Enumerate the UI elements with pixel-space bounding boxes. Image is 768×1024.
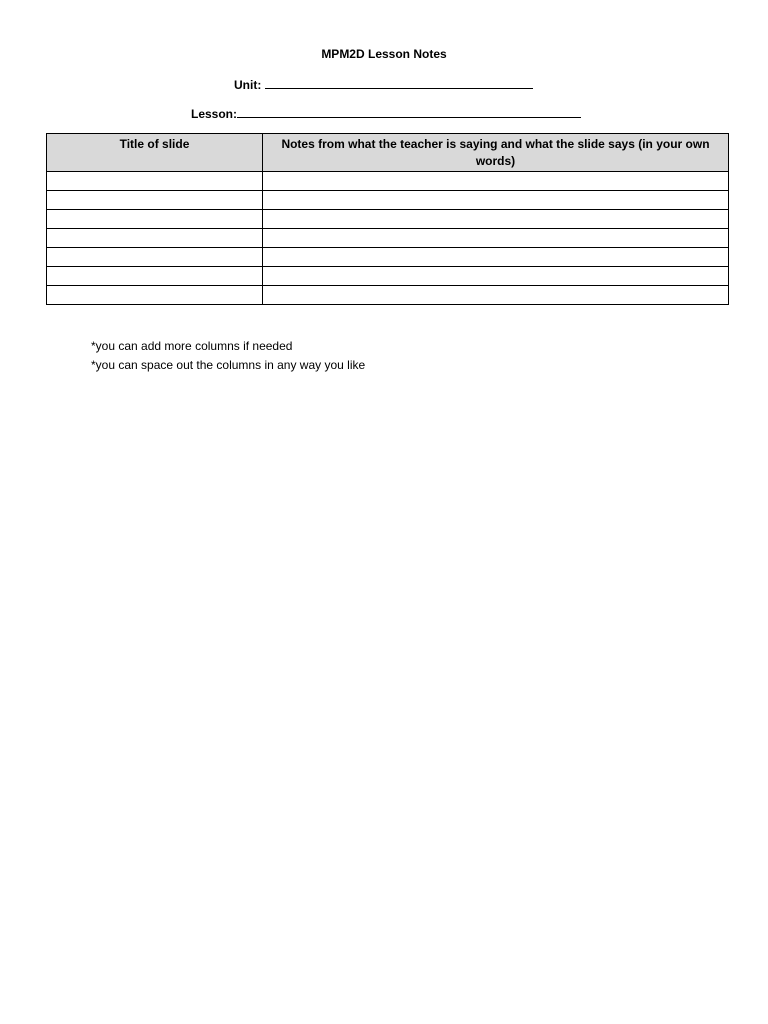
- table-row: [47, 286, 729, 305]
- table-cell-notes[interactable]: [263, 191, 729, 210]
- table-row: [47, 172, 729, 191]
- unit-field: [234, 76, 533, 92]
- table-cell-slide-title[interactable]: [47, 286, 263, 305]
- footnote-add-columns: *you can add more columns if needed: [91, 339, 293, 353]
- document-title: MPM2D Lesson Notes: [321, 47, 447, 61]
- table-row: [47, 229, 729, 248]
- table-row: [47, 248, 729, 267]
- header-title-of-slide: Title of slide: [47, 134, 263, 172]
- table-cell-slide-title[interactable]: [47, 267, 263, 286]
- table-row: [47, 210, 729, 229]
- table-cell-slide-title[interactable]: [47, 172, 263, 191]
- unit-blank-line[interactable]: [265, 76, 533, 89]
- table-row: [47, 191, 729, 210]
- header-notes: Notes from what the teacher is saying and what the slide says (in your own words): [263, 134, 729, 172]
- table-cell-slide-title[interactable]: [47, 248, 263, 267]
- table-cell-notes[interactable]: [263, 286, 729, 305]
- table-cell-notes[interactable]: [263, 248, 729, 267]
- lesson-blank-line[interactable]: [237, 105, 581, 118]
- table-header-row: [47, 134, 729, 172]
- table-cell-slide-title[interactable]: [47, 229, 263, 248]
- unit-label: Unit:: [234, 78, 262, 92]
- lesson-notes-table: [46, 133, 729, 305]
- table-row: [47, 267, 729, 286]
- table-cell-slide-title[interactable]: [47, 191, 263, 210]
- table-cell-notes[interactable]: [263, 267, 729, 286]
- footnotes: [91, 337, 365, 375]
- table-cell-notes[interactable]: [263, 172, 729, 191]
- table-cell-slide-title[interactable]: [47, 210, 263, 229]
- table-cell-notes[interactable]: [263, 229, 729, 248]
- table-cell-notes[interactable]: [263, 210, 729, 229]
- lesson-field: [191, 105, 581, 121]
- lesson-label: Lesson:: [191, 107, 238, 121]
- footnote-space-columns: *you can space out the columns in any way you like: [91, 358, 366, 372]
